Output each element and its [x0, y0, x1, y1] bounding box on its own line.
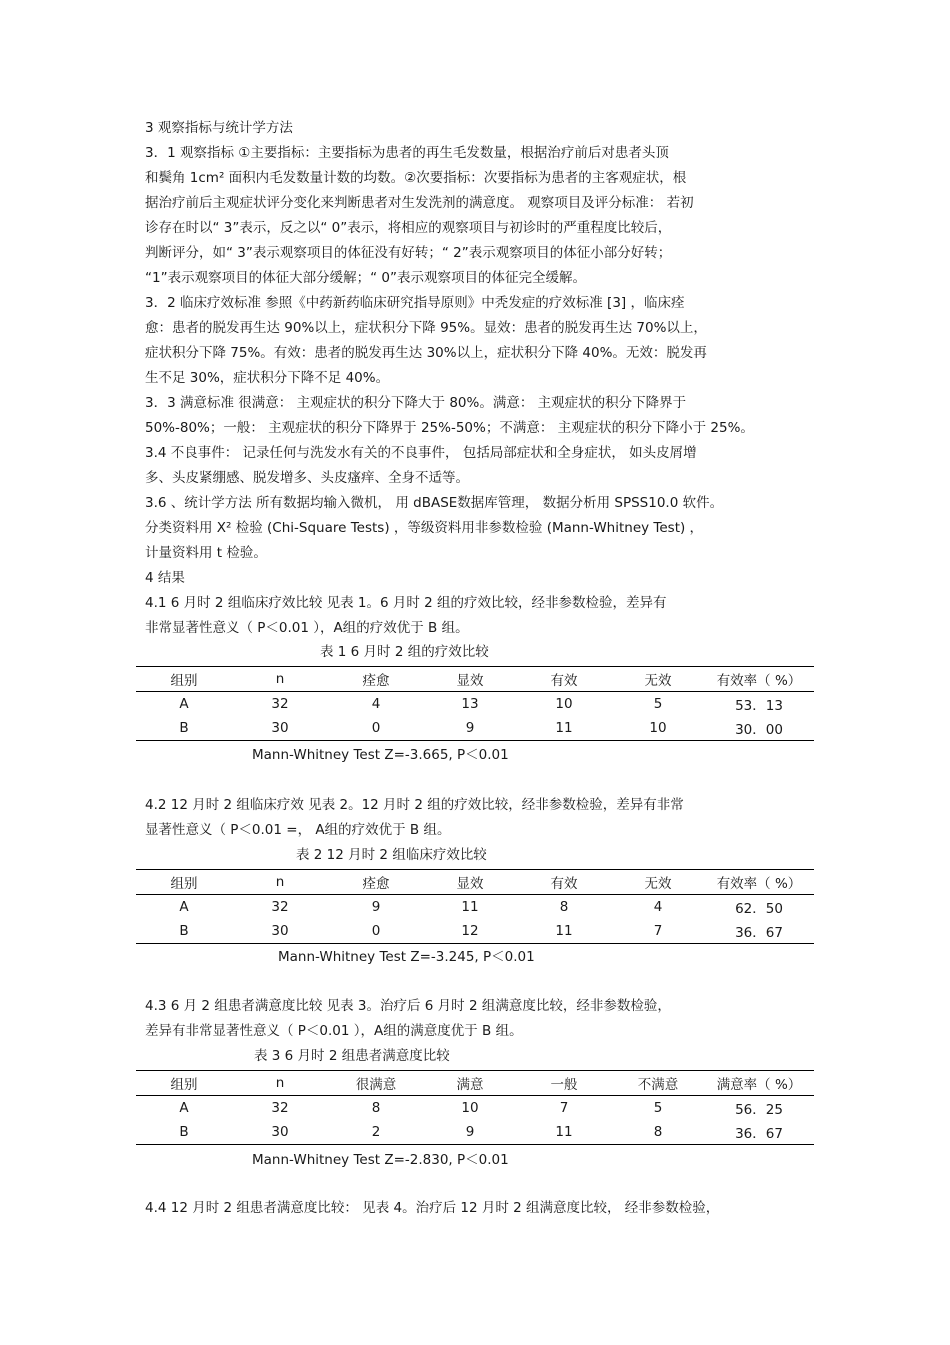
table-cell: 9 — [371, 899, 381, 915]
table-cell: 10 — [555, 696, 573, 712]
table-cell: 12 — [424, 919, 516, 944]
table-cell: 8 — [559, 899, 569, 915]
paragraph-line: 4.1 6 月时 2 组临床疗效比较 见表 1。6 月时 2 组的疗效比较，经非参数检验，差异有 — [145, 595, 667, 611]
table-cell: 7 — [559, 1100, 569, 1116]
table-cell: 10 — [461, 1100, 479, 1116]
paragraph-line: 3．3 满意标准 很满意： 主观症状的积分下降大于 80%。满意： 主观症状的积分下降界于 — [145, 395, 687, 411]
table-row — [136, 1120, 814, 1145]
paragraph-line: 和鬓角 1cm² 面积内毛发数量计数的均数。②次要指标：次要指标为患者的主客观症状，根 — [145, 170, 687, 186]
paragraph-line: 非常显著性意义（ P＜0.01 ），A组的疗效优于 B 组。 — [145, 620, 469, 636]
table-header-cell: n — [232, 667, 328, 692]
paragraph-line: 差异有非常显著性意义（ P＜0.01 ），A组的满意度优于 B 组。 — [145, 1023, 523, 1039]
table-header-cell: 组别 — [136, 870, 232, 895]
paragraph-line: 症状积分下降 75%。有效：患者的脱发再生达 30%以上，症状积分下降 40%。无效：脱发再 — [145, 345, 707, 361]
table-header-cell: n — [232, 1071, 328, 1096]
table-cell: 8 — [612, 1120, 704, 1145]
table-cell: 56．25 — [735, 1102, 783, 1118]
table-cell: 11 — [516, 716, 612, 741]
table-2-note: Mann-Whitney Test Z=-3.245, P＜0.01 — [278, 949, 535, 965]
table-cell: 53．13 — [735, 698, 783, 714]
table-cell: 7 — [612, 919, 704, 944]
table-row — [136, 716, 814, 741]
table-1 — [136, 666, 814, 741]
table-header-cell: 很满意 — [328, 1071, 424, 1096]
table-2-caption: 表 2 12 月时 2 组临床疗效比较 — [296, 847, 487, 863]
table-1-note: Mann-Whitney Test Z=-3.665, P＜0.01 — [252, 747, 509, 763]
paragraph-line: 4.3 6 月 2 组患者满意度比较 见表 3。治疗后 6 月时 2 组满意度比较，经非参数检验， — [145, 998, 671, 1014]
table-header-cell: 有效 — [516, 667, 612, 692]
table-row — [136, 895, 814, 920]
table-header-row — [136, 870, 814, 895]
table-cell: 5 — [653, 1100, 663, 1116]
table-header-cell: 显效 — [424, 870, 516, 895]
table-cell: 36．67 — [704, 1120, 814, 1145]
section-heading-methods: 3 观察指标与统计学方法 — [145, 120, 293, 136]
paragraph-line: 显著性意义（ P＜0.01 =， A组的疗效优于 B 组。 — [145, 822, 451, 838]
table-cell: 11 — [461, 899, 479, 915]
table-3-caption: 表 3 6 月时 2 组患者满意度比较 — [254, 1048, 450, 1064]
table-cell: 30．00 — [704, 716, 814, 741]
paragraph-line: 3.6 、统计学方法 所有数据均输入微机， 用 dBASE数据库管理， 数据分析用 SPSS10.0 软件。 — [145, 495, 724, 511]
table-cell: 2 — [328, 1120, 424, 1145]
table-cell: 9 — [424, 716, 516, 741]
table-header-cell: 痊愈 — [328, 870, 424, 895]
table-cell: 10 — [612, 716, 704, 741]
paragraph-line: 4.2 12 月时 2 组临床疗效 见表 2。12 月时 2 组的疗效比较，经非参数检验，差异有非常 — [145, 797, 684, 813]
paragraph-line: 据治疗前后主观症状评分变化来判断患者对生发洗剂的满意度。 观察项目及评分标准： 若初 — [145, 195, 694, 211]
section-heading-results: 4 结果 — [145, 570, 185, 586]
table-3 — [136, 1070, 814, 1145]
table-2 — [136, 869, 814, 944]
paragraph-line: 3．2 临床疗效标准 参照《中药新药临床研究指导原则》中秃发症的疗效标准 [3] ，临床痊 — [145, 295, 685, 311]
paragraph-line: 50%-80%；一般： 主观症状的积分下降界于 25%-50%；不满意： 主观症状的积分下降小于 25%。 — [145, 420, 754, 436]
table-cell: 9 — [424, 1120, 516, 1145]
table-header-row — [136, 1071, 814, 1096]
table-cell: 30 — [232, 1120, 328, 1145]
table-cell: 30 — [232, 716, 328, 741]
table-cell: 62．50 — [735, 901, 783, 917]
table-header-cell: 组别 — [136, 1071, 232, 1096]
paragraph-line: “1”表示观察项目的体征大部分缓解；“ 0”表示观察项目的体征完全缓解。 — [145, 270, 586, 286]
table-header-cell: 无效 — [612, 667, 704, 692]
table-cell: 32 — [271, 1100, 289, 1116]
paragraph-line: 3.4 不良事件： 记录任何与洗发水有关的不良事件， 包括局部症状和全身症状， 如头皮屑增 — [145, 445, 697, 461]
table-cell: 32 — [271, 899, 289, 915]
table-cell: 8 — [371, 1100, 381, 1116]
table-cell: 13 — [461, 696, 479, 712]
table-header-cell: 有效 — [516, 870, 612, 895]
table-cell: B — [136, 919, 232, 944]
table-row — [136, 1096, 814, 1121]
paragraph-line: 诊存在时以“ 3”表示，反之以“ 0”表示，将相应的观察项目与初诊时的严重程度比较后， — [145, 220, 672, 236]
table-header-cell: 无效 — [612, 870, 704, 895]
table-cell: A — [179, 899, 189, 915]
paragraph-line: 多、头皮紧绷感、脱发增多、头皮瘙痒、全身不适等。 — [145, 470, 469, 486]
paragraph-line: 4.4 12 月时 2 组患者满意度比较： 见表 4。治疗后 12 月时 2 组满意度比较， 经非参数检验， — [145, 1200, 720, 1216]
table-cell: 4 — [371, 696, 381, 712]
table-header-cell: 显效 — [424, 667, 516, 692]
paragraph-line: 愈：患者的脱发再生达 90%以上，症状积分下降 95%。显效：患者的脱发再生达 70%以上， — [145, 320, 707, 336]
table-cell: 0 — [328, 919, 424, 944]
table-cell: B — [136, 716, 232, 741]
table-3-note: Mann-Whitney Test Z=-2.830, P＜0.01 — [252, 1152, 509, 1168]
table-header-cell: 一般 — [516, 1071, 612, 1096]
table-cell: 4 — [653, 899, 663, 915]
table-cell: A — [179, 1100, 189, 1116]
table-header-cell: n — [232, 870, 328, 895]
table-header-cell: 组别 — [136, 667, 232, 692]
table-cell: A — [179, 696, 189, 712]
paragraph-line: 计量资料用 t 检验。 — [145, 545, 267, 561]
table-cell: 32 — [271, 696, 289, 712]
paragraph-line: 分类资料用 X² 检验 (Chi-Square Tests) ，等级资料用非参数检验 (Mann-Whitney Test) ， — [145, 520, 704, 536]
table-cell: 5 — [653, 696, 663, 712]
table-cell: 11 — [516, 919, 612, 944]
paragraph-line: 判断评分，如“ 3”表示观察项目的体征没有好转；“ 2”表示观察项目的体征小部分好转； — [145, 245, 672, 261]
table-header-cell: 有效率（ %） — [704, 870, 814, 895]
table-header-cell: 满意率（ %） — [704, 1071, 814, 1096]
table-header-cell: 满意 — [424, 1071, 516, 1096]
table-cell: B — [136, 1120, 232, 1145]
table-row — [136, 692, 814, 717]
table-1-caption: 表 1 6 月时 2 组的疗效比较 — [320, 644, 489, 660]
table-row — [136, 919, 814, 944]
table-header-cell: 痊愈 — [328, 667, 424, 692]
table-header-row — [136, 667, 814, 692]
table-cell: 11 — [516, 1120, 612, 1145]
table-cell: 30 — [232, 919, 328, 944]
table-cell: 36．67 — [704, 919, 814, 944]
table-header-cell: 不满意 — [612, 1071, 704, 1096]
table-cell: 0 — [328, 716, 424, 741]
table-header-cell: 有效率（ %） — [704, 667, 814, 692]
paragraph-line: 生不足 30%，症状积分下降不足 40%。 — [145, 370, 390, 386]
paragraph-line: 3．1 观察指标 ①主要指标：主要指标为患者的再生毛发数量，根据治疗前后对患者头顶 — [145, 145, 669, 161]
